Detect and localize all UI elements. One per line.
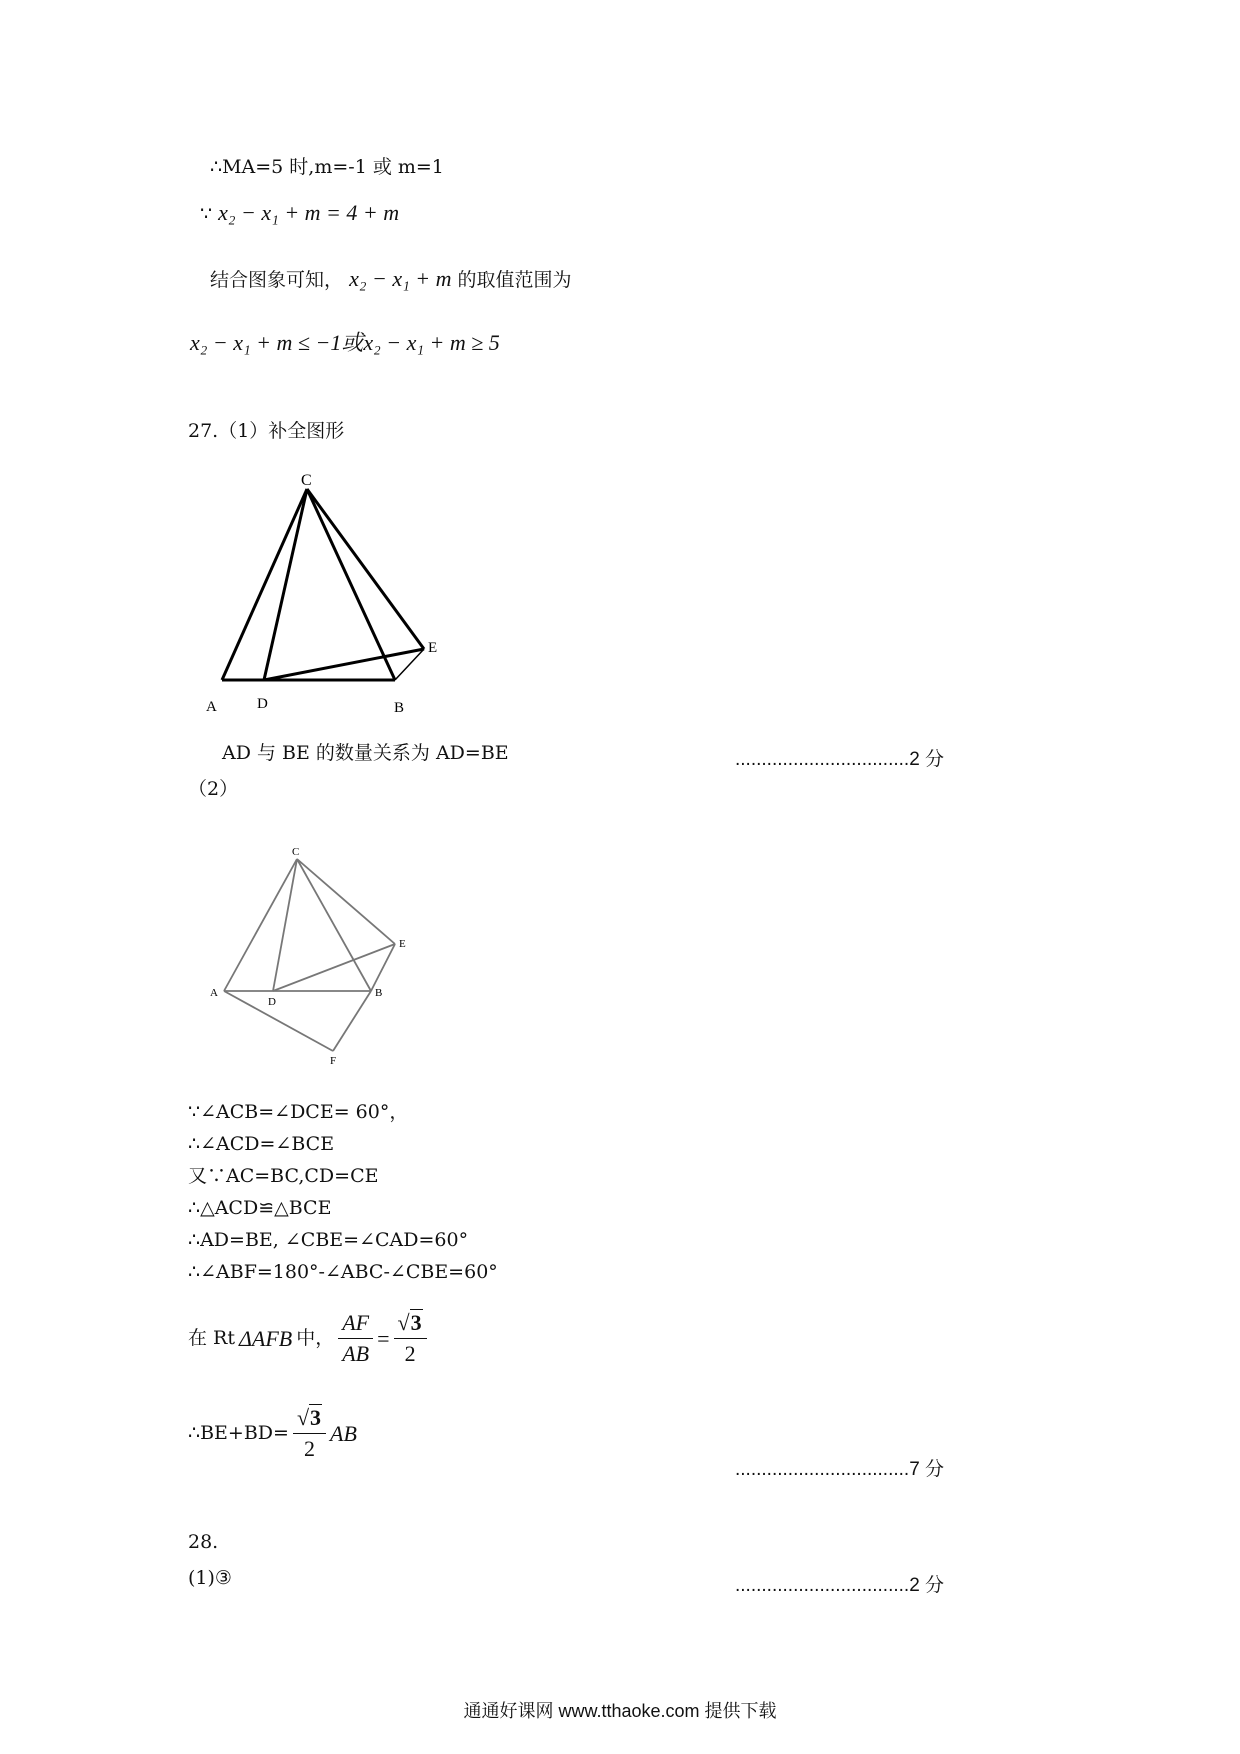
- because-equation-line: [200, 200, 399, 226]
- fig2-label-b: B: [375, 987, 383, 999]
- be-bd-prefix: ∴BE+BD=: [188, 1422, 289, 1445]
- fig1-label-d: D: [257, 696, 268, 712]
- fig1-edge-cd: [264, 489, 307, 680]
- be-bd-fraction: [293, 1405, 326, 1463]
- fig2-label-e: E: [399, 938, 406, 950]
- fig2-edge-af: [224, 991, 333, 1051]
- fig1-edge-cb: [307, 489, 395, 680]
- fig1-edge-ce: [307, 489, 424, 649]
- fig1-label-e: E: [428, 640, 438, 656]
- fig1-label-a: A: [206, 699, 217, 715]
- part-2-label: （2）: [188, 778, 239, 800]
- rt-triangle-ratio: [188, 1310, 431, 1368]
- ma-condition-line: ∴MA=5 时,m=-1 或 m=1: [210, 156, 444, 178]
- range-intro-tail: 的取值范围为: [457, 269, 572, 291]
- be-bd-denominator: 2: [304, 1436, 315, 1462]
- score-2-points: .................................2 分: [735, 749, 945, 770]
- sqrt3-numerator: √3: [394, 1310, 427, 1339]
- ratio-equals: =: [377, 1325, 390, 1351]
- be-bd-radicand: 3: [310, 1405, 322, 1430]
- because-symbol: ∵: [200, 203, 213, 225]
- ratio-numerator: AF: [338, 1310, 373, 1339]
- fig2-edge-bf: [333, 991, 371, 1051]
- fig2-label-d: D: [268, 996, 276, 1008]
- fig2-edge-de: [273, 944, 395, 991]
- ratio-fraction: [338, 1310, 373, 1368]
- fig2-edge-cd: [273, 859, 297, 991]
- figure-1: [195, 465, 455, 725]
- range-intro-text: 结合图象可知，: [210, 269, 344, 291]
- score-7-points: .................................7 分: [735, 1459, 945, 1480]
- ad-be-relation: AD 与 BE 的数量关系为 AD=BE: [222, 742, 509, 764]
- fig2-label-c: C: [292, 846, 300, 858]
- range-intro-line: [210, 266, 572, 292]
- fig1-edge-ca: [222, 489, 307, 680]
- question-28-part-1: (1)③: [188, 1567, 232, 1589]
- score-2-points-q28: .................................2 分: [735, 1575, 945, 1596]
- fig2-edge-cb: [297, 859, 371, 991]
- footer-source: 通通好课网 www.tthaoke.com 提供下载: [463, 1701, 777, 1721]
- proof-line-2: ∴∠ACD=∠BCE: [188, 1133, 335, 1155]
- fig1-label-c: C: [301, 472, 312, 489]
- sqrt-radicand: 3: [410, 1310, 422, 1335]
- proof-line-6: ∴∠ABF=180°-∠ABC-∠CBE=60°: [188, 1261, 498, 1283]
- ratio-denominator: AB: [342, 1341, 370, 1367]
- fig2-label-a: A: [210, 987, 218, 999]
- equation-expression: x₂ − x₁ + m = 4 + m: [218, 200, 400, 225]
- question-27-heading: 27.（1）补全图形: [188, 420, 345, 442]
- question-28-heading: 28.: [188, 1531, 219, 1553]
- proof-line-3: 又∵AC=BC,CD=CE: [188, 1165, 379, 1187]
- sqrt3-over-2-fraction: [394, 1310, 427, 1368]
- fig1-label-b: B: [394, 700, 405, 716]
- rt-prefix: 在 Rt: [188, 1327, 235, 1350]
- proof-line-4: ∴△ACD≌△BCE: [188, 1197, 332, 1219]
- rt-mid: 中，: [296, 1327, 335, 1350]
- be-bd-ab: AB: [330, 1420, 357, 1446]
- be-bd-result: [188, 1405, 357, 1463]
- proof-line-5: ∴AD=BE, ∠CBE=∠CAD=60°: [188, 1229, 469, 1251]
- sqrt3-denominator: 2: [404, 1341, 416, 1367]
- fig2-label-f: F: [330, 1055, 337, 1067]
- range-result: x₂ − x₁ + m ≤ −1或x₂ − x₁ + m ≥ 5: [190, 330, 500, 355]
- fig2-edge-ce: [297, 859, 395, 944]
- figure-2: [205, 840, 435, 1080]
- rt-triangle-name: ΔAFB: [238, 1325, 293, 1351]
- range-expression: x₂ − x₁ + m: [349, 266, 452, 291]
- proof-line-1: ∵∠ACB=∠DCE= 60°，: [188, 1101, 409, 1123]
- fig2-edge-ca: [224, 859, 297, 991]
- be-bd-numerator: √3: [293, 1405, 326, 1434]
